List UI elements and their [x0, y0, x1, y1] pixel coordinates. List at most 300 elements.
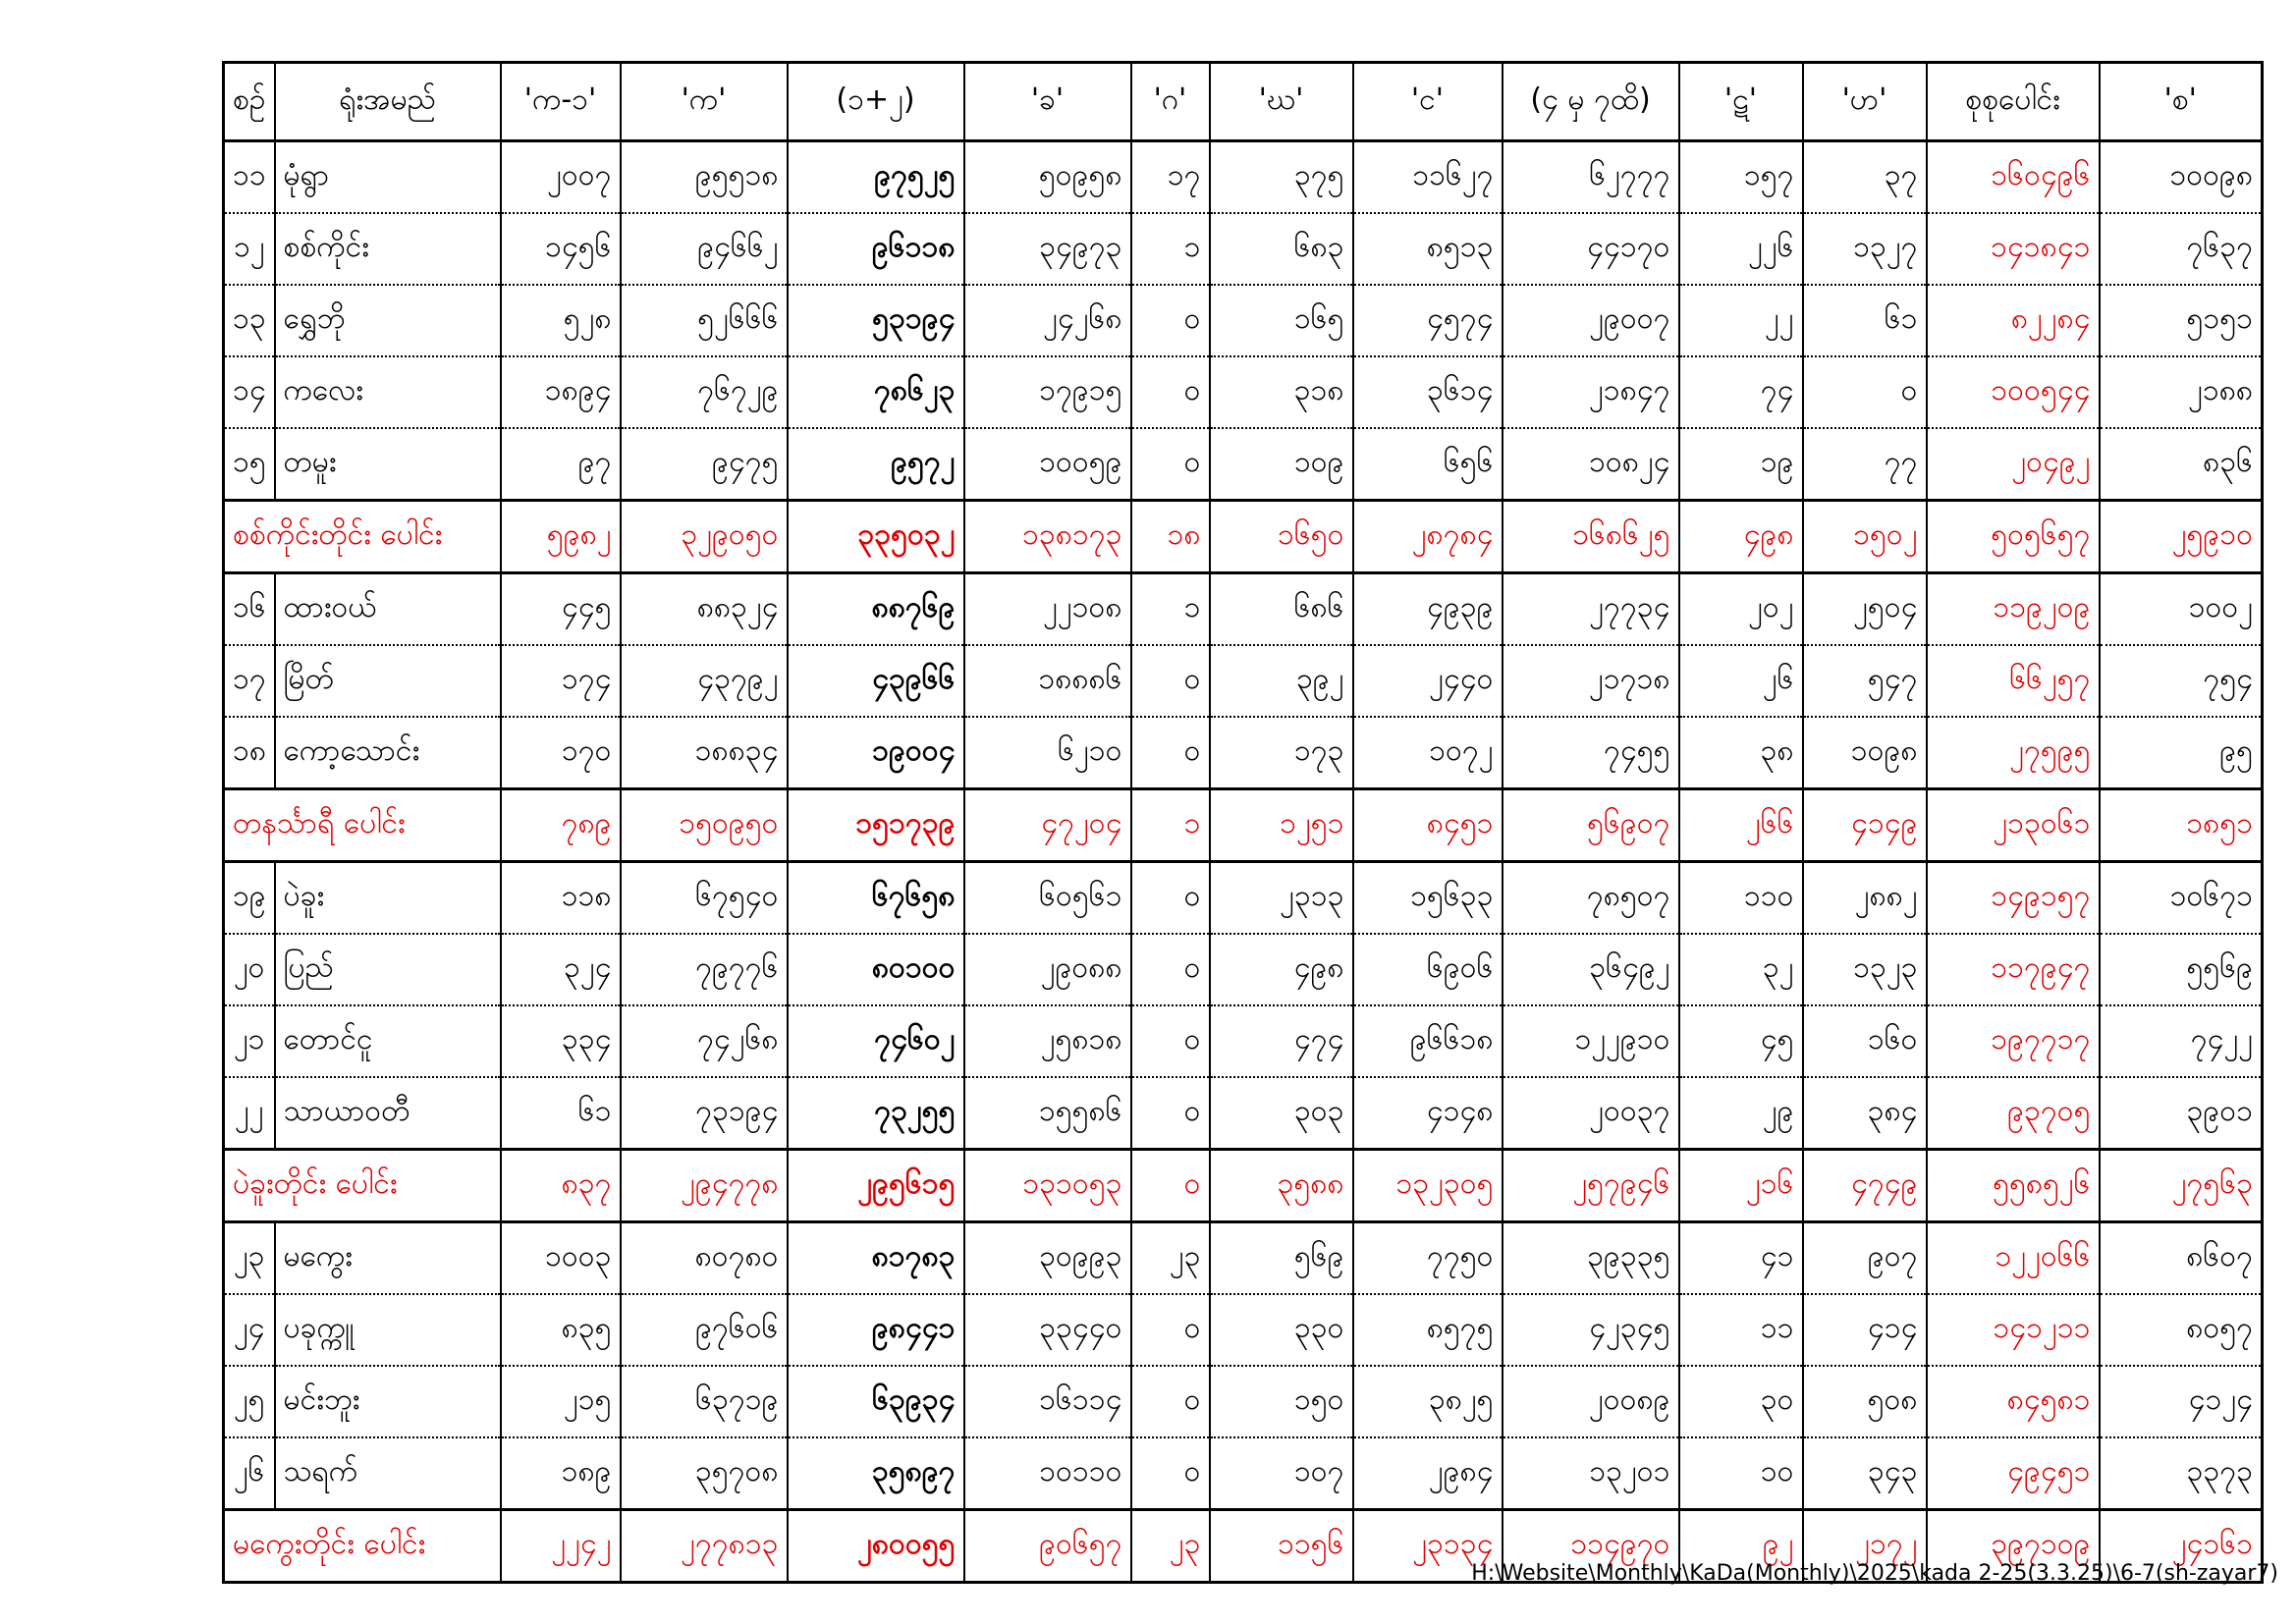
value-cell: ၀ — [1131, 1005, 1210, 1077]
value-cell: ၇၄၅၅ — [1503, 717, 1679, 789]
value-cell: ၈၀၅၇ — [2100, 1294, 2263, 1366]
value-cell: ၃၄၉၇၃ — [964, 213, 1131, 285]
value-cell: ၂၁၇၁၈ — [1503, 645, 1679, 717]
value-cell: ၉၅၅၁၈ — [621, 141, 788, 214]
column-header: 'ခ' — [964, 63, 1131, 141]
row-number: ၂၄ — [224, 1294, 275, 1366]
column-header: စုစုပေါင်း — [1927, 63, 2100, 141]
value-cell: ၃၆၄၉၂ — [1503, 934, 1679, 1005]
value-cell: ၁၀၀၂ — [2100, 573, 2263, 646]
value-cell: ၂၉ — [1679, 1077, 1803, 1150]
value-cell: ၇၈၉ — [501, 789, 621, 862]
value-cell: ၁၄၉၁၅၇ — [1927, 862, 2100, 935]
value-cell: ၀ — [1131, 428, 1210, 501]
table-row — [224, 213, 2263, 285]
subtotal-row — [224, 501, 2263, 573]
value-cell: ၆၇၅၄၀ — [621, 862, 788, 935]
value-cell: ၆၂၇၇၇ — [1503, 141, 1679, 214]
value-cell: ၂၁၃၀၆၁ — [1927, 789, 2100, 862]
value-cell: ၂၄၄၀ — [1353, 645, 1503, 717]
value-cell: ၁၁၅၆ — [1210, 1510, 1353, 1583]
value-cell: ၀ — [1131, 934, 1210, 1005]
row-number: ၂၁ — [224, 1005, 275, 1077]
value-cell: ၃၃၇၃ — [2100, 1437, 2263, 1510]
table-row — [224, 862, 2263, 935]
value-cell: ၁၂၂၉၁၀ — [1503, 1005, 1679, 1077]
row-number: ၂၂ — [224, 1077, 275, 1150]
value-cell: ၈၈၃၂၄ — [621, 573, 788, 646]
subtotal-row — [224, 1150, 2263, 1222]
value-cell: ၆၈၆ — [1210, 573, 1353, 646]
value-cell: ၃၉၃၃၅ — [1503, 1222, 1679, 1295]
value-cell: ၁၁ — [1679, 1294, 1803, 1366]
value-cell: ၁၇၀ — [501, 717, 621, 789]
value-cell: ၂၇၇၃၄ — [1503, 573, 1679, 646]
value-cell: ၄၁ — [1679, 1222, 1803, 1295]
value-cell: ၁၀၀၅၉ — [964, 428, 1131, 501]
value-cell: ၁၇၄ — [501, 645, 621, 717]
value-cell: ၄၁၄၉ — [1803, 789, 1927, 862]
value-cell: ၄၄၅ — [501, 573, 621, 646]
value-cell: ၈၀၁၀၀ — [788, 934, 964, 1005]
office-name: တောင်ငူ — [275, 1005, 501, 1077]
value-cell: ၂၁၈၈ — [2100, 356, 2263, 428]
row-number: ၂၅ — [224, 1366, 275, 1437]
value-cell: ၁ — [1131, 573, 1210, 646]
row-number: ၁၆ — [224, 573, 275, 646]
value-cell: ၅၄၇ — [1803, 645, 1927, 717]
table-row — [224, 141, 2263, 214]
value-cell: ၃၃၀ — [1210, 1294, 1353, 1366]
value-cell: ၉၈၄၄၁ — [788, 1294, 964, 1366]
row-number: ၁၈ — [224, 717, 275, 789]
value-cell: ၃၃၄ — [501, 1005, 621, 1077]
value-cell: ၃၃၅၀၃၂ — [788, 501, 964, 573]
column-header: စဉ် — [224, 63, 275, 141]
value-cell: ၅၆၉၀၇ — [1503, 789, 1679, 862]
value-cell: ၁၅၇ — [1679, 141, 1803, 214]
value-cell: ၇၈၆၂၃ — [788, 356, 964, 428]
value-cell: ၃၈၂၅ — [1353, 1366, 1503, 1437]
table-row — [224, 934, 2263, 1005]
value-cell: ၆၃၉၃၄ — [788, 1366, 964, 1437]
value-cell: ၁၅၀၉၅၀ — [621, 789, 788, 862]
value-cell: ၂၅၉၁၀ — [2100, 501, 2263, 573]
value-cell: ၁၉ — [1679, 428, 1803, 501]
value-cell: ၂၉၄၇၇၈ — [621, 1150, 788, 1222]
table-row — [224, 1294, 2263, 1366]
value-cell: ၈၀၇၈၀ — [621, 1222, 788, 1295]
column-header: 'စ' — [2100, 63, 2263, 141]
table-row — [224, 1366, 2263, 1437]
value-cell: ၄၅၇၄ — [1353, 285, 1503, 356]
value-cell: ၂၃ — [1131, 1510, 1210, 1583]
value-cell: ၀ — [1131, 1366, 1210, 1437]
value-cell: ၂၁၆ — [1679, 1150, 1803, 1222]
value-cell: ၄၉၈ — [1210, 934, 1353, 1005]
row-number: ၁၅ — [224, 428, 275, 501]
row-number: ၂၀ — [224, 934, 275, 1005]
value-cell: ၀ — [1131, 717, 1210, 789]
value-cell: ၁၀၁၁၀ — [964, 1437, 1131, 1510]
value-cell: ၂၃၁၃ — [1210, 862, 1353, 935]
value-cell: ၁၁၀ — [1679, 862, 1803, 935]
value-cell: ၇၇ — [1803, 428, 1927, 501]
value-cell: ၈၄၅၁ — [1353, 789, 1503, 862]
value-cell: ၇၄၂၆၈ — [621, 1005, 788, 1077]
value-cell: ၂၄၁၆၁ — [2100, 1510, 2263, 1583]
value-cell: ၁၈၈၃၄ — [621, 717, 788, 789]
row-number: ၁၇ — [224, 645, 275, 717]
value-cell: ၄၂၃၄၅ — [1503, 1294, 1679, 1366]
value-cell: ၄၉၈ — [1679, 501, 1803, 573]
value-cell: ၁၀၇ — [1210, 1437, 1353, 1510]
value-cell: ၈၃၅ — [501, 1294, 621, 1366]
value-cell: ၆၂၁၀ — [964, 717, 1131, 789]
value-cell: ၆၆၂၅၇ — [1927, 645, 2100, 717]
value-cell: ၁၃၂၃၀၅ — [1353, 1150, 1503, 1222]
office-name: ထားဝယ် — [275, 573, 501, 646]
value-cell: ၃၉၇၁၀၉ — [1927, 1510, 2100, 1583]
office-name: ကော့သောင်း — [275, 717, 501, 789]
value-cell: ၄၇၄ — [1210, 1005, 1353, 1077]
value-cell: ၁၃၂၃ — [1803, 934, 1927, 1005]
row-number: ၁၉ — [224, 862, 275, 935]
value-cell: ၉၅ — [2100, 717, 2263, 789]
value-cell: ၁၃၁၀၅၃ — [964, 1150, 1131, 1222]
value-cell: ၇၈၅၀၇ — [1503, 862, 1679, 935]
column-header: 'ဟ' — [1803, 63, 1927, 141]
value-cell: ၂၃၁၃၄ — [1353, 1510, 1503, 1583]
value-cell: ၄၃၉၆၆ — [788, 645, 964, 717]
office-name: သာယာဝတီ — [275, 1077, 501, 1150]
value-cell: ၆၉၀၆ — [1353, 934, 1503, 1005]
value-cell: ၀ — [1131, 1150, 1210, 1222]
value-cell: ၁၅၆၃၃ — [1353, 862, 1503, 935]
value-cell: ၃၀ — [1679, 1366, 1803, 1437]
value-cell: ၇၃၂၅၅ — [788, 1077, 964, 1150]
value-cell: ၃၉၂ — [1210, 645, 1353, 717]
office-name: ရွှေဘို — [275, 285, 501, 356]
office-name: မကွေး — [275, 1222, 501, 1295]
table-row — [224, 645, 2263, 717]
office-name: ကလေး — [275, 356, 501, 428]
value-cell: ၃၉၀၁ — [2100, 1077, 2263, 1150]
value-cell: ၃၄၃ — [1803, 1437, 1927, 1510]
table-row — [224, 356, 2263, 428]
subtotal-label: ပဲခူးတိုင်း ပေါင်း — [224, 1150, 501, 1222]
value-cell: ၁၁၉၂၀၉ — [1927, 573, 2100, 646]
value-cell: ၂၉၀၈၈ — [964, 934, 1131, 1005]
column-header: 'က-၁' — [501, 63, 621, 141]
statistics-table — [222, 61, 2264, 1584]
value-cell: ၁၈၈၈၆ — [964, 645, 1131, 717]
value-cell: ၉၀၆၅၇ — [964, 1510, 1131, 1583]
value-cell: ၁၄၁၂၁၁ — [1927, 1294, 2100, 1366]
value-cell: ၁၀၆၇၁ — [2100, 862, 2263, 935]
value-cell: ၁၅၅၈၆ — [964, 1077, 1131, 1150]
office-name: မုံရွာ — [275, 141, 501, 214]
column-header: 'ဋ' — [1679, 63, 1803, 141]
value-cell: ၀ — [1131, 356, 1210, 428]
value-cell: ၁၄၅၆ — [501, 213, 621, 285]
value-cell: ၃၂၉၀၅၀ — [621, 501, 788, 573]
value-cell: ၈၄၅၈၁ — [1927, 1366, 2100, 1437]
value-cell: ၁၇၉၁၅ — [964, 356, 1131, 428]
value-cell: ၁၉၇၇၁၇ — [1927, 1005, 2100, 1077]
value-cell: ၁၁၈ — [501, 862, 621, 935]
value-cell: ၁၅၁၇၃၉ — [788, 789, 964, 862]
value-cell: ၁၃၂၇ — [1803, 213, 1927, 285]
value-cell: ၂၇၅၆၃ — [2100, 1150, 2263, 1222]
value-cell: ၉၅၇၂ — [788, 428, 964, 501]
value-cell: ၅၂၈ — [501, 285, 621, 356]
value-cell: ၂၀၀၇ — [501, 141, 621, 214]
value-cell: ၀ — [1131, 862, 1210, 935]
value-cell: ၃၀၉၉၃ — [964, 1222, 1131, 1295]
subtotal-label: မကွေးတိုင်း ပေါင်း — [224, 1510, 501, 1583]
value-cell: ၁၀၈၂၄ — [1503, 428, 1679, 501]
value-cell: ၁၅၀ — [1210, 1366, 1353, 1437]
value-cell: ၁၆၀၄၉၆ — [1927, 141, 2100, 214]
value-cell: ၁၀၉ — [1210, 428, 1353, 501]
value-cell: ၂၄၂၆၈ — [964, 285, 1131, 356]
value-cell: ၆၁ — [501, 1077, 621, 1150]
value-cell: ၂၁၇၂ — [1803, 1510, 1927, 1583]
column-header: 'က' — [621, 63, 788, 141]
value-cell: ၁၅၀၂ — [1803, 501, 1927, 573]
table-row — [224, 285, 2263, 356]
office-name: တမူး — [275, 428, 501, 501]
value-cell: ၄၇၄၉ — [1803, 1150, 1927, 1222]
office-name: စစ်ကိုင်း — [275, 213, 501, 285]
table-row — [224, 573, 2263, 646]
value-cell: ၁၁၆၂၇ — [1353, 141, 1503, 214]
column-header: (၁+၂) — [788, 63, 964, 141]
value-cell: ၅၀၉၅၈ — [964, 141, 1131, 214]
value-cell: ၁၃၂၀၁ — [1503, 1437, 1679, 1510]
value-cell: ၁၃၈၁၇၃ — [964, 501, 1131, 573]
value-cell: ၂၉၈၄ — [1353, 1437, 1503, 1510]
table-body — [224, 141, 2263, 1583]
value-cell: ၃၃၄၄၀ — [964, 1294, 1131, 1366]
value-cell: ၀ — [1131, 1437, 1210, 1510]
value-cell: ၉၆၁၁၈ — [788, 213, 964, 285]
value-cell: ၄၉၄၅၁ — [1927, 1437, 2100, 1510]
value-cell: ၉၃၇၀၅ — [1927, 1077, 2100, 1150]
office-name: ပဲခူး — [275, 862, 501, 935]
value-cell: ၁၆၁၁၄ — [964, 1366, 1131, 1437]
value-cell: ၈၂၂၈၄ — [1927, 285, 2100, 356]
value-cell: ၁၇၃ — [1210, 717, 1353, 789]
value-cell: ၇၆၇၂၉ — [621, 356, 788, 428]
value-cell: ၅၀၅၆၅၇ — [1927, 501, 2100, 573]
value-cell: ၅၂၆၆၆ — [621, 285, 788, 356]
value-cell: ၇၇၅၀ — [1353, 1222, 1503, 1295]
value-cell: ၀ — [1803, 356, 1927, 428]
table-row — [224, 1005, 2263, 1077]
value-cell: ၅၅၆၉ — [2100, 934, 2263, 1005]
value-cell: ၃၁၈ — [1210, 356, 1353, 428]
value-cell: ၆၇၆၅၈ — [788, 862, 964, 935]
value-cell: ၂၀၀၃၇ — [1503, 1077, 1679, 1150]
subtotal-row — [224, 789, 2263, 862]
value-cell: ၄၅ — [1679, 1005, 1803, 1077]
row-number: ၁၃ — [224, 285, 275, 356]
column-header: ရုံးအမည် — [275, 63, 501, 141]
value-cell: ၂၈၀၀၅၅ — [788, 1510, 964, 1583]
column-header: 'ဃ' — [1210, 63, 1353, 141]
value-cell: ၁၈ — [1131, 501, 1210, 573]
value-cell: ၇၄၂၂ — [2100, 1005, 2263, 1077]
value-cell: ၅၅၈၅၂၆ — [1927, 1150, 2100, 1222]
value-cell: ၁ — [1131, 213, 1210, 285]
value-cell: ၉၇ — [501, 428, 621, 501]
office-name: ပြည် — [275, 934, 501, 1005]
value-cell: ၄၇၂၀၄ — [964, 789, 1131, 862]
value-cell: ၈၅၇၅ — [1353, 1294, 1503, 1366]
value-cell: ၂၂၁၀၈ — [964, 573, 1131, 646]
value-cell: ၃၈ — [1679, 717, 1803, 789]
value-cell: ၈၆၀၇ — [2100, 1222, 2263, 1295]
value-cell: ၂၈၇၈၄ — [1353, 501, 1503, 573]
value-cell: ၅၉၈၂ — [501, 501, 621, 573]
value-cell: ၆၃၇၁၉ — [621, 1366, 788, 1437]
value-cell: ၅၃၁၉၄ — [788, 285, 964, 356]
value-cell: ၈၃၇ — [501, 1150, 621, 1222]
table-row — [224, 1222, 2263, 1295]
value-cell: ၈၅၁၃ — [1353, 213, 1503, 285]
value-cell: ၁၂၂၀၆၆ — [1927, 1222, 2100, 1295]
column-header: (၄ မှ ၇ထိ) — [1503, 63, 1679, 141]
value-cell: ၁၁၇၉၄၇ — [1927, 934, 2100, 1005]
value-cell: ၁၀၀၃ — [501, 1222, 621, 1295]
value-cell: ၃၂ — [1679, 934, 1803, 1005]
value-cell: ၁၆၀ — [1803, 1005, 1927, 1077]
value-cell: ၂၀၂ — [1679, 573, 1803, 646]
value-cell: ၂၀၀၈၉ — [1503, 1366, 1679, 1437]
value-cell: ၆၁ — [1803, 285, 1927, 356]
office-name: မင်းဘူး — [275, 1366, 501, 1437]
value-cell: ၄၁၄ — [1803, 1294, 1927, 1366]
header-row — [224, 63, 2263, 141]
value-cell: ၈၈၇၆၉ — [788, 573, 964, 646]
value-cell: ၂၉၅၆၁၅ — [788, 1150, 964, 1222]
value-cell: ၄၁၄၈ — [1353, 1077, 1503, 1150]
value-cell: ၁၁၄၉၇၀ — [1503, 1510, 1679, 1583]
value-cell: ၂၁၈၄၇ — [1503, 356, 1679, 428]
value-cell: ၇၄၆၀၂ — [788, 1005, 964, 1077]
table-row — [224, 1077, 2263, 1150]
value-cell: ၂၉၀၀၇ — [1503, 285, 1679, 356]
value-cell: ၆၅၆ — [1353, 428, 1503, 501]
value-cell: ၃၅၈၉၇ — [788, 1437, 964, 1510]
value-cell: ၇၄ — [1679, 356, 1803, 428]
value-cell: ၅၁၅၁ — [2100, 285, 2263, 356]
value-cell: ၂၅၇၉၄၆ — [1503, 1150, 1679, 1222]
value-cell: ၃၇ — [1803, 141, 1927, 214]
value-cell: ၈၁၇၈၃ — [788, 1222, 964, 1295]
value-cell: ၂၅၈၁၈ — [964, 1005, 1131, 1077]
subtotal-label: စစ်ကိုင်းတိုင်း ပေါင်း — [224, 501, 501, 573]
value-cell: ၃၀၃ — [1210, 1077, 1353, 1150]
value-cell: ၉၇၆၀၆ — [621, 1294, 788, 1366]
value-cell: ၃၂၄ — [501, 934, 621, 1005]
value-cell: ၀ — [1131, 285, 1210, 356]
value-cell: ၄၁၂၄ — [2100, 1366, 2263, 1437]
subtotal-label: တနင်္သာရီ ပေါင်း — [224, 789, 501, 862]
value-cell: ၄၄၁၇၀ — [1503, 213, 1679, 285]
value-cell: ၁၆၅၀ — [1210, 501, 1353, 573]
value-cell: ၄၃၇၉၂ — [621, 645, 788, 717]
value-cell: ၃၅၈၈ — [1210, 1150, 1353, 1222]
row-number: ၁၄ — [224, 356, 275, 428]
value-cell: ၂၈၈၂ — [1803, 862, 1927, 935]
value-cell: ၁၈၉ — [501, 1437, 621, 1510]
value-cell: ၃၆၁၄ — [1353, 356, 1503, 428]
office-name: မြိတ် — [275, 645, 501, 717]
value-cell: ၉၇၅၂၅ — [788, 141, 964, 214]
value-cell: ၆၀၅၆၁ — [964, 862, 1131, 935]
value-cell: ၃၈၄ — [1803, 1077, 1927, 1150]
value-cell: ၁၀၇၂ — [1353, 717, 1503, 789]
row-number: ၁၂ — [224, 213, 275, 285]
value-cell: ၁ — [1131, 789, 1210, 862]
value-cell: ၂၆၆ — [1679, 789, 1803, 862]
value-cell: ၁၂၅၁ — [1210, 789, 1353, 862]
row-number: ၁၁ — [224, 141, 275, 214]
value-cell: ၅၆၉ — [1210, 1222, 1353, 1295]
value-cell: ၂၂၄၂ — [501, 1510, 621, 1583]
value-cell: ၉၆၆၁၈ — [1353, 1005, 1503, 1077]
value-cell: ၉၄၆၆၂ — [621, 213, 788, 285]
table-row — [224, 717, 2263, 789]
value-cell: ၂၇၅၉၅ — [1927, 717, 2100, 789]
value-cell: ၂၅၀၄ — [1803, 573, 1927, 646]
value-cell: ၁၀၀၉၈ — [2100, 141, 2263, 214]
value-cell: ၉၄၇၅ — [621, 428, 788, 501]
value-cell: ၂၃ — [1131, 1222, 1210, 1295]
table-row — [224, 1437, 2263, 1510]
value-cell: ၉၀၇ — [1803, 1222, 1927, 1295]
value-cell: ၁၈၉၄ — [501, 356, 621, 428]
value-cell: ၇၆၃၇ — [2100, 213, 2263, 285]
value-cell: ၁၆၅ — [1210, 285, 1353, 356]
row-number: ၂၆ — [224, 1437, 275, 1510]
value-cell: ၁၈၅၁ — [2100, 789, 2263, 862]
value-cell: ၅၀၈ — [1803, 1366, 1927, 1437]
value-cell: ၇၅၄ — [2100, 645, 2263, 717]
column-header: 'ဂ' — [1131, 63, 1210, 141]
value-cell: ၀ — [1131, 1077, 1210, 1150]
file-path-footer: H:\Website\Monthly\KaDa(Monthly)\2025\kada 2-25(3.3.25)\6-7(sh-zayar7) — [1471, 1561, 2278, 1586]
value-cell: ၂၀၄၉၂ — [1927, 428, 2100, 501]
value-cell: ၁၀၉၈ — [1803, 717, 1927, 789]
value-cell: ၃၇၅ — [1210, 141, 1353, 214]
column-header: 'င' — [1353, 63, 1503, 141]
row-number: ၂၃ — [224, 1222, 275, 1295]
value-cell: ၁၉၀၀၄ — [788, 717, 964, 789]
value-cell: ၂၆ — [1679, 645, 1803, 717]
value-cell: ၇၃၁၉၄ — [621, 1077, 788, 1150]
value-cell: ၂၂၆ — [1679, 213, 1803, 285]
value-cell: ၇၉၇၇၆ — [621, 934, 788, 1005]
value-cell: ၃၅၇၀၈ — [621, 1437, 788, 1510]
office-name: ပခုက္ကူ — [275, 1294, 501, 1366]
value-cell: ၂၁၅ — [501, 1366, 621, 1437]
value-cell: ၆၈၃ — [1210, 213, 1353, 285]
value-cell: ၀ — [1131, 1294, 1210, 1366]
